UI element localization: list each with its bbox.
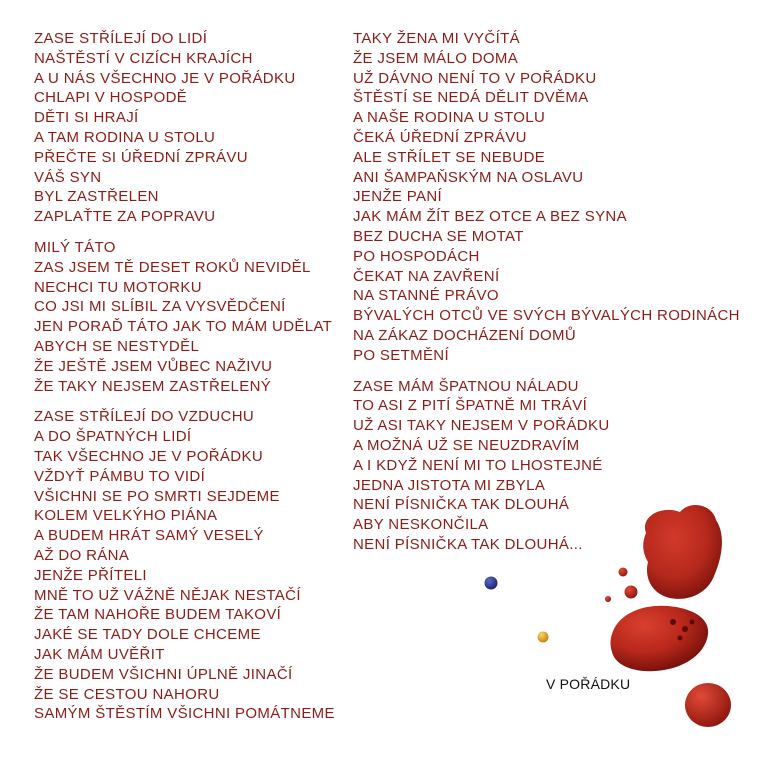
lyric-line: JENŽE PANÍ [353, 188, 443, 206]
lyric-line: TAKY ŽENA MI VYČÍTÁ [353, 30, 520, 47]
red-paint-blob [685, 683, 731, 727]
small-red-dot [619, 568, 628, 577]
lyric-line: VŠICHNI SE PO SMRTI SEJDEME [34, 487, 280, 505]
lyric-line: NA ZÁKAZ DOCHÁZENÍ DOMŮ [353, 326, 577, 344]
lyric-line: A NAŠE RODINA U STOLU [353, 109, 546, 127]
lyric-line: JEN PORAĎ TÁTO JAK TO MÁM UDĚLAT [34, 318, 333, 336]
lyric-line: ANI ŠAMPAŇSKÝM NA OSLAVU [353, 168, 584, 186]
lyric-line: NECHCI TU MOTORKU [34, 278, 202, 296]
lyric-line: NENÍ PÍSNIČKA TAK DLOUHÁ... [353, 535, 583, 553]
lyric-line: JAK MÁM UVĚŘIT [34, 645, 165, 663]
lyric-line: ZAS JSEM TĚ DESET ROKŮ NEVIDĚL [34, 258, 311, 276]
lyric-line: ZAPLAŤTE ZA POPRAVU [34, 208, 216, 226]
lyric-line: TAK VŠECHNO JE V POŘÁDKU [34, 447, 263, 465]
yellow-dot [538, 632, 549, 643]
small-red-dot [605, 596, 611, 602]
lyric-line: UŽ DÁVNO NENÍ TO V POŘÁDKU [353, 69, 597, 87]
lyric-line: PO SETMĚNÍ [353, 346, 450, 364]
lyric-line: BEZ DUCHA SE MOTAT [353, 227, 524, 245]
lyric-line: ČEKAT NA ZAVŘENÍ [353, 267, 500, 285]
blue-dot [485, 577, 498, 590]
lyric-line: ZASE STŘÍLEJÍ DO LIDÍ [34, 30, 208, 47]
blob-hole [690, 620, 695, 625]
lyric-line: UŽ ASI TAKY NEJSEM V POŘÁDKU [353, 417, 610, 435]
lyric-line: NA STANNÉ PRÁVO [353, 287, 499, 305]
lyric-line: ŽE SE CESTOU NAHORU [34, 685, 220, 703]
lyric-line: JENŽE PŘÍTELI [34, 566, 147, 584]
red-paint-blob [643, 505, 722, 599]
song-title: V POŘÁDKU [546, 676, 631, 692]
lyric-line: BYL ZASTŘELEN [34, 188, 159, 206]
blob-hole [670, 619, 676, 625]
lyric-line: ZASE MÁM ŠPATNOU NÁLADU [353, 377, 579, 395]
lyric-line: NENÍ PÍSNIČKA TAK DLOUHÁ [353, 496, 570, 514]
lyric-line: CO JSI MI SLÍBIL ZA VYSVĚDČENÍ [34, 298, 286, 316]
lyric-line: ABYCH SE NESTYDĚL [34, 337, 200, 355]
lyric-line: SAMÝM ŠTĚSTÍM VŠICHNI POMÁTNEME [34, 705, 335, 723]
small-red-dot [625, 586, 638, 599]
lyric-line: A BUDEM HRÁT SAMÝ VESELÝ [34, 527, 264, 545]
lyric-line: A I KDYŽ NENÍ MI TO LHOSTEJNÉ [353, 456, 603, 474]
red-paint-blob [611, 606, 709, 671]
lyric-line: JEDNA JISTOTA MI ZBYLA [353, 476, 546, 494]
lyric-line: A TAM RODINA U STOLU [34, 128, 216, 146]
lyric-line: DĚTI SI HRAJÍ [34, 109, 139, 127]
lyric-line: BÝVALÝCH OTCŮ VE SVÝCH BÝVALÝCH RODINÁCH [353, 307, 740, 325]
lyric-line: ŽE TAM NAHOŘE BUDEM TAKOVÍ [34, 606, 282, 624]
lyric-line: ŽE TAKY NEJSEM ZASTŘELENÝ [34, 377, 272, 395]
lyric-line: VŽDYŤ PÁMBU TO VIDÍ [34, 467, 206, 485]
lyric-line: ZASE STŘÍLEJÍ DO VZDUCHU [34, 408, 255, 426]
lyric-line: A DO ŠPATNÝCH LIDÍ [34, 428, 192, 446]
lyric-line: MNĚ TO UŽ VÁŽNĚ NĚJAK NESTAČÍ [34, 586, 301, 604]
lyric-line: PO HOSPODÁCH [353, 247, 480, 265]
lyric-line: PŘEČTE SI ÚŘEDNÍ ZPRÁVU [34, 148, 248, 166]
lyric-line: TO ASI Z PITÍ ŠPATNĚ MI TRÁVÍ [353, 397, 588, 415]
lyric-line: ČEKÁ ÚŘEDNÍ ZPRÁVU [353, 128, 527, 146]
lyric-line: AŽ DO RÁNA [34, 546, 130, 564]
lyric-line: A U NÁS VŠECHNO JE V POŘÁDKU [34, 69, 296, 87]
lyric-line: CHLAPI V HOSPODĚ [34, 89, 188, 107]
lyric-line: A MOŽNÁ UŽ SE NEUZDRAVÍM [353, 436, 580, 454]
lyric-line: ALE STŘÍLET SE NEBUDE [353, 148, 546, 166]
lyric-line: ŽE BUDEM VŠICHNI ÚPLNĚ JINAČÍ [34, 665, 293, 683]
lyric-line: ŽE JSEM MÁLO DOMA [353, 49, 519, 67]
blob-hole [682, 626, 688, 632]
blob-hole [678, 636, 683, 641]
lyric-line: JAK MÁM ŽÍT BEZ OTCE A BEZ SYNA [353, 208, 627, 226]
lyric-line: JAKÉ SE TADY DOLE CHCEME [34, 626, 261, 644]
lyric-line: ŠTĚSTÍ SE NEDÁ DĚLIT DVĚMA [353, 89, 589, 107]
lyric-line: VÁŠ SYN [34, 168, 102, 186]
lyric-line: MILÝ TÁTO [34, 238, 116, 256]
lyric-line: ŽE JEŠTĚ JSEM VŮBEC NAŽIVU [34, 357, 273, 375]
lyric-line: KOLEM VELKÝHO PIÁNA [34, 507, 218, 525]
lyric-line: ABY NESKONČILA [353, 516, 489, 534]
lyric-line: NAŠTĚSTÍ V CIZÍCH KRAJÍCH [34, 49, 253, 67]
